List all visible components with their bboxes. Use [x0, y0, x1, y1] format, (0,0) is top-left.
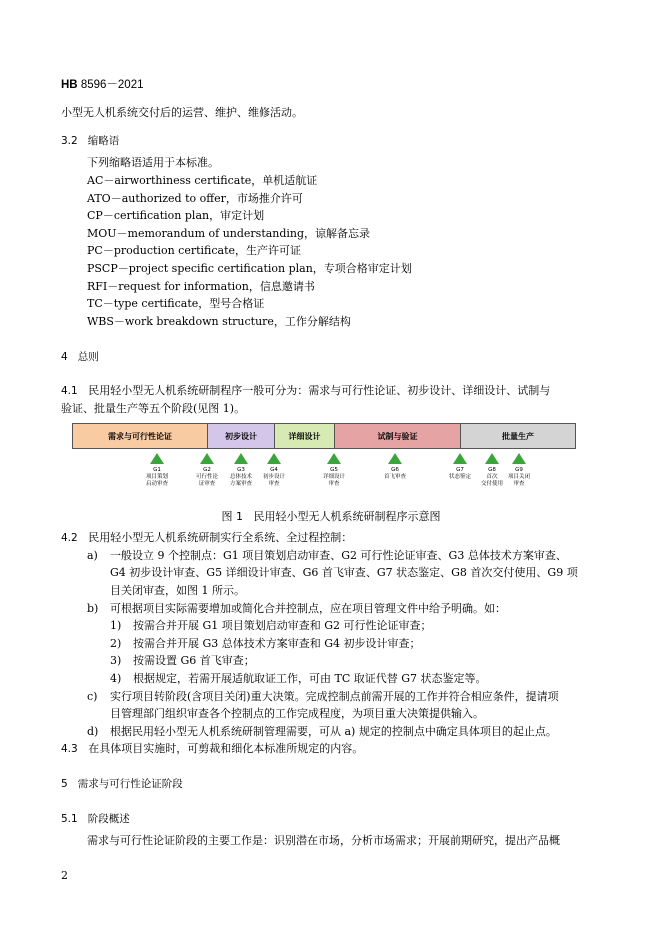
intro-line: 小型无人机系统交付后的运营、维护、维修活动。: [61, 106, 303, 119]
para-4-1-line1: 4.1 民用轻小型无人机系统研制程序一般可分为：需求与可行性论证、初步设计、详细设计、试制与: [61, 384, 551, 397]
abbr-item: ATO－authorized to offer，市场推介许可: [87, 192, 303, 205]
item-c-mark: c): [87, 690, 98, 703]
abbr-intro: 下列缩略语适用于本标准。: [87, 156, 219, 169]
sub-item-mark: 4): [110, 672, 122, 685]
stage-demand-feasibility: 需求与可行性论证: [72, 423, 208, 449]
item-a-mark: a): [87, 549, 98, 562]
triangle-marker-icon: [453, 453, 467, 464]
section-3-2-heading: 3.2 缩略语: [61, 135, 120, 147]
checkpoint-g3: G3 总体技术 方案审查: [221, 453, 261, 488]
checkpoint-g6: G6 首飞审查: [375, 453, 415, 481]
triangle-marker-icon: [485, 453, 499, 464]
abbr-item: PC－production certificate，生产许可证: [87, 244, 302, 257]
stage-preliminary-design: 初步设计: [207, 423, 275, 449]
checkpoint-g8: G8 首次 交付使用: [472, 453, 512, 488]
sub-item-text: 按需设置 G6 首飞审查；: [133, 654, 255, 667]
triangle-marker-icon: [327, 453, 341, 464]
item-c-line1: 实行项目转阶段(含项目关闭)重大决策。完成控制点前需开展的工作并符合相应条件，提请项: [110, 690, 559, 703]
triangle-marker-icon: [512, 453, 526, 464]
triangle-marker-icon: [234, 453, 248, 464]
stage-detailed-design: 详细设计: [274, 423, 335, 449]
figure-1-diagram: [72, 423, 577, 498]
document-code: HB 8596－2021: [61, 79, 144, 91]
item-a-line1: 一般设立 9 个控制点：G1 项目策划启动审查、G2 可行性论证审查、G3 总体技术方案审查、: [110, 549, 567, 562]
stage-trial-verification: 试制与验证: [334, 423, 461, 449]
abbr-item: RFI－request for information，信息邀请书: [87, 280, 315, 293]
abbr-item: PSCP－project specific certification plan，专项合格审定计划: [87, 262, 412, 275]
section-5-heading: 5 需求与可行性论证阶段: [61, 778, 183, 790]
sub-item-mark: 1): [110, 619, 122, 632]
sub-item-text: 根据规定，若需开展适航取证工作，可由 TC 取证代替 G7 状态鉴定等。: [133, 672, 487, 685]
item-a-line3: 目关闭审查，如图 1 所示。: [110, 584, 245, 597]
sub-item-text: 按需合并开展 G1 项目策划启动审查和 G2 可行性论证审查；: [133, 619, 432, 632]
triangle-marker-icon: [267, 453, 281, 464]
checkpoint-g5: G5 详细设计 审查: [314, 453, 354, 488]
sub-item-mark: 3): [110, 654, 122, 667]
abbr-item: WBS－work breakdown structure，工作分解结构: [87, 315, 351, 328]
abbr-item: CP－certification plan，审定计划: [87, 209, 265, 222]
triangle-marker-icon: [150, 453, 164, 464]
page-number: 2: [61, 869, 68, 882]
triangle-marker-icon: [388, 453, 402, 464]
abbr-item: AC－airworthiness certificate，单机适航证: [87, 174, 318, 187]
checkpoint-g1: G1 项目策划 启动审查: [137, 453, 177, 488]
section-4-heading: 4 总则: [61, 351, 99, 363]
item-d-mark: d): [87, 725, 99, 738]
para-4-3: 4.3 在具体项目实施时，可剪裁和细化本标准所规定的内容。: [61, 742, 364, 755]
abbr-item: MOU－memorandum of understanding，谅解备忘录: [87, 227, 371, 240]
item-d-text: 根据民用轻小型无人机系统研制管理需要，可从 a) 规定的控制点中确定具体项目的起止点。: [110, 725, 557, 738]
para-5-1: 需求与可行性论证阶段的主要工作是：识别潜在市场，分析市场需求；开展前期研究，提出产品概: [87, 834, 560, 847]
item-a-line2: G4 初步设计审查、G5 详细设计审查、G6 首飞审查、G7 状态鉴定、G8 首次交付使用、G9 项: [110, 566, 578, 579]
section-5-1-heading: 5.1 阶段概述: [61, 813, 130, 825]
sub-item-text: 按需合并开展 G3 总体技术方案审查和 G4 初步设计审查；: [133, 637, 421, 650]
abbr-item: TC－type certificate，型号合格证: [87, 297, 265, 310]
item-c-line2: 目管理部门组织审查各个控制点的工作完成程度，为项目重大决策提供输入。: [110, 707, 484, 720]
para-4-1-line2: 验证、批量生产等五个阶段(见图 1)。: [61, 402, 246, 415]
triangle-marker-icon: [200, 453, 214, 464]
checkpoint-g9: G9 项目关闭 审查: [499, 453, 539, 488]
stage-mass-production: 批量生产: [460, 423, 576, 449]
para-4-2: 4.2 民用轻小型无人机系统研制实行全系统、全过程控制：: [61, 531, 353, 544]
item-b-text: 可根据项目实际需要增加或简化合并控制点，应在项目管理文件中给予明确。如：: [110, 602, 506, 615]
figure-1-caption: 图 1 民用轻小型无人机系统研制程序示意图: [221, 510, 441, 523]
sub-item-mark: 2): [110, 637, 122, 650]
checkpoint-g7: G7 状态鉴定: [440, 453, 480, 481]
checkpoint-g2: G2 可行性论 证审查: [187, 453, 227, 488]
checkpoint-g4: G4 初步设计 审查: [254, 453, 294, 488]
item-b-mark: b): [87, 602, 99, 615]
